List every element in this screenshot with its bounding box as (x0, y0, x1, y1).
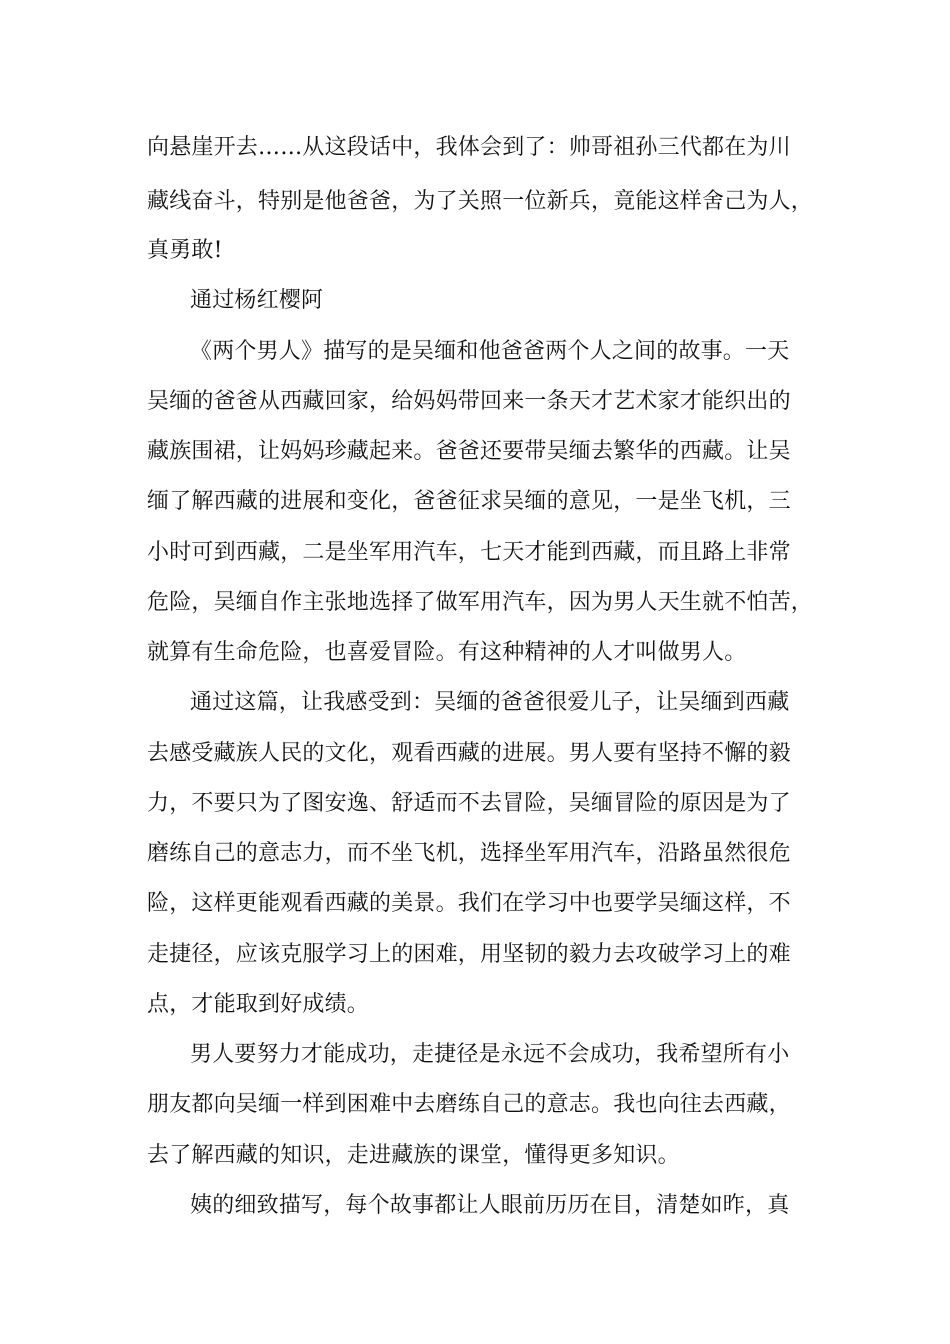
text-line: 藏线奋斗，特别是他爸爸，为了关照一位新兵，竟能这样舍己为人， (147, 189, 814, 214)
text-line: 小时可到西藏，二是坐军用汽车，七天才能到西藏，而且路上非常 (147, 540, 791, 565)
text-line: 朋友都向吴缅一样到困难中去磨练自己的意志。我也向往去西藏， (147, 1092, 791, 1117)
text-line: 通过这篇，让我感受到：吴缅的爸爸很爱儿子，让吴缅到西藏 (190, 690, 790, 715)
text-line: 力，不要只为了图安逸、舒适而不去冒险，吴缅冒险的原因是为了 (147, 791, 791, 816)
text-line: 走捷径，应该克服学习上的困难，用坚韧的毅力去攻破学习上的难 (147, 942, 791, 967)
text-line: 藏族围裙，让妈妈珍藏起来。爸爸还要带吴缅去繁华的西藏。让吴 (147, 439, 791, 464)
text-line: 姨的细致描写，每个故事都让人眼前历历在目，清楚如昨，真 (190, 1193, 790, 1218)
text-line: 去感受藏族人民的文化，观看西藏的进展。男人要有坚持不懈的毅 (147, 741, 791, 766)
text-line: 危险，吴缅自作主张地选择了做军用汽车，因为男人天生就不怕苦， (147, 590, 814, 615)
text-line: 磨练自己的意志力，而不坐飞机，选择坐军用汽车，沿路虽然很危 (147, 841, 791, 866)
text-line: 点，才能取到好成绩。 (147, 992, 370, 1017)
text-line: 吴缅的爸爸从西藏回家，给妈妈带回来一条天才艺术家才能织出的 (147, 389, 791, 414)
text-line: 就算有生命危险，也喜爱冒险。有这种精神的人才叫做男人。 (147, 640, 747, 665)
text-line: 《两个男人》描写的是吴缅和他爸爸两个人之间的故事。一天 (190, 339, 790, 364)
text-line: 缅了解西藏的进展和变化，爸爸征求吴缅的意见，一是坐飞机，三 (147, 489, 791, 514)
text-line: 真勇敢! (147, 238, 223, 263)
text-line: 险，这样更能观看西藏的美景。我们在学习中也要学吴缅这样，不 (147, 891, 791, 916)
text-line: 通过杨红樱阿 (190, 288, 324, 313)
text-line: 去了解西藏的知识，走进藏族的课堂，懂得更多知识。 (147, 1143, 680, 1168)
text-line: 男人要努力才能成功，走捷径是永远不会成功，我希望所有小 (190, 1042, 790, 1067)
text-line: 向悬崖开去……从这段话中，我体会到了：帅哥祖孙三代都在为川 (147, 135, 791, 160)
